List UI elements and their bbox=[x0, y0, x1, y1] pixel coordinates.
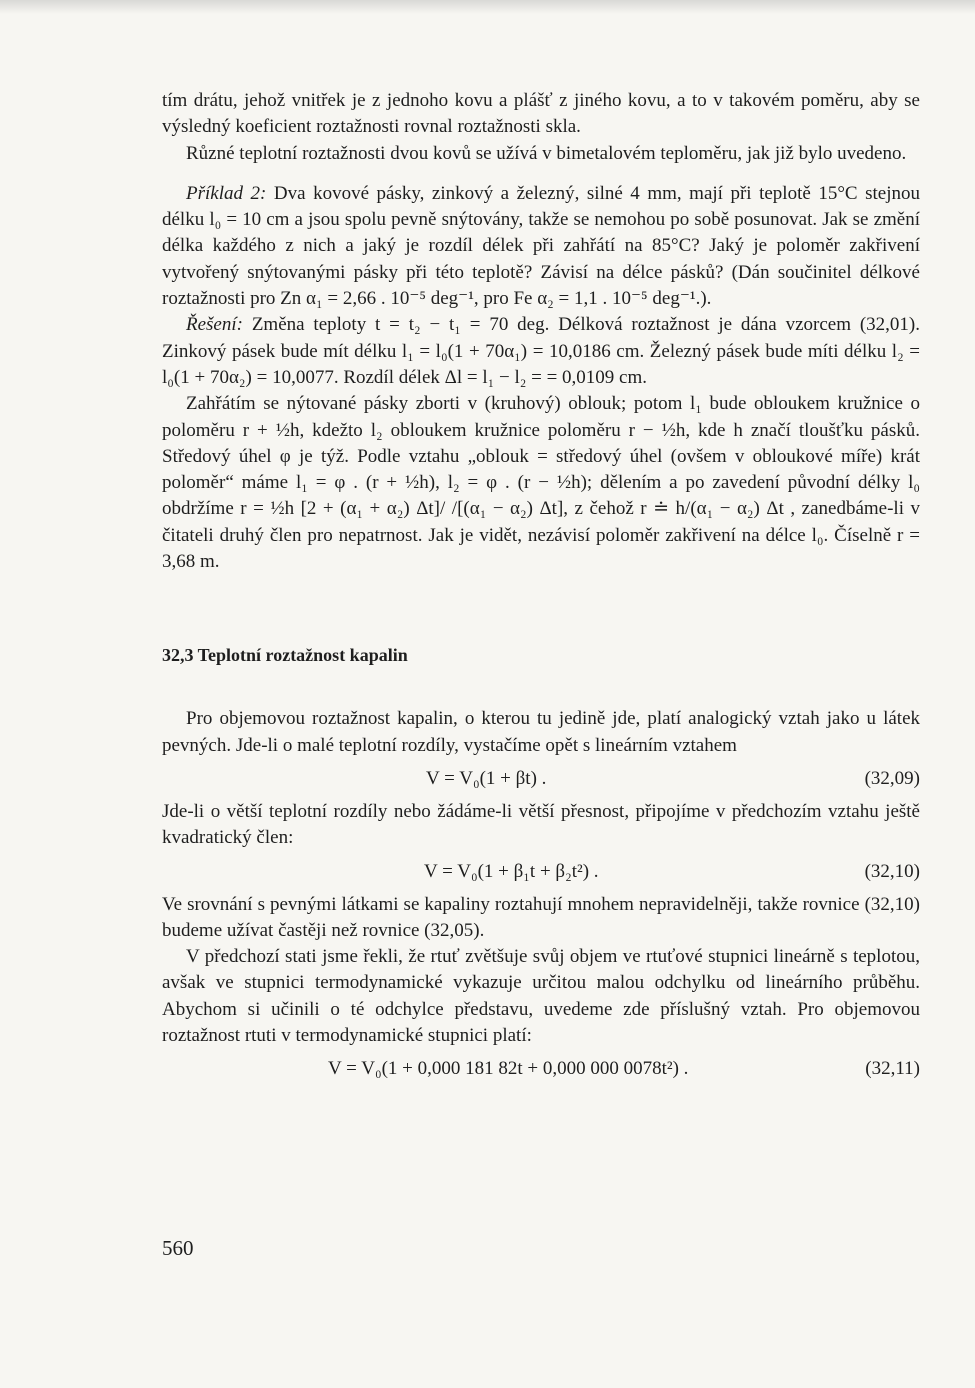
equation-expression: V = V₀(1 + β₁t + β₂t²) . bbox=[424, 860, 599, 882]
paragraph-compare: Ve srovnání s pevnými látkami se kapaliny roztahují mnohem nepravidelněji, takže rovnice (32,10) budeme užívat častěji než rovnice (32,05). bbox=[162, 893, 920, 941]
equation-number: (32,11) bbox=[865, 1058, 920, 1080]
page-number: 560 bbox=[162, 1236, 194, 1260]
solution bbox=[162, 312, 920, 391]
example-text: Dva kovové pásky, zinkový a železný, silné 4 mm, mají při teplotě 15°C stejnou délku l₀ = 10 cm a jsou spolu pevně snýtovány, takže se nemohou po sobě posunovat. Jak se změní délka každého z nich a jaký je rozdíl délek při zahřátí na 85°C? Jaký je poloměr zakřivení vytvořený snýtovanými pásky při této teplotě? Závisí na délce pásků? (Dán součinitel délkové roztažnosti pro Zn α₁ = 2,66 . 10⁻⁵ deg⁻¹, pro Fe α₂ = 1,1 . 10⁻⁵ deg⁻¹.). bbox=[162, 182, 921, 310]
equation-expression: V = V₀(1 + βt) . bbox=[426, 767, 547, 789]
equation-32-09 bbox=[162, 759, 920, 799]
equation-number: (32,09) bbox=[864, 767, 920, 789]
paragraph-glass-wire: tím drátu, jehož vnitřek je z jednoho kovu a plášť z jiného kovu, a to v takovém poměru, aby se výsledný koeficient roztažnosti rovnal roztažnosti skla. bbox=[162, 90, 920, 138]
page-body bbox=[162, 88, 920, 1089]
equation-expression: V = V₀(1 + 0,000 181 82t + 0,000 000 0078t²) . bbox=[328, 1058, 689, 1080]
scan-edge-shadow bbox=[0, 0, 975, 14]
paragraph-quadratic: Jde-li o větší teplotní rozdíly nebo žádáme-li větší přesnost, připojíme v předchozím vztahu ještě kvadratický člen: bbox=[162, 800, 920, 849]
paragraph-mercury: V předchozí stati jsme řekli, že rtuť zvětšuje svůj objem ve rtuťové stupnici lineárně s teplotou, avšak ve stupnici termodynamické vykazuje určitou malou odchylku od lineárního průběhu. Abychom si učinili o té odchylce představu, uvedeme zde příslušný vztah. Pro objemovou roztažnost rtuti v termodynamické stupnici platí: bbox=[162, 946, 920, 1047]
example-label: Příklad 2: bbox=[186, 182, 267, 204]
solution-label: Řešení: bbox=[186, 314, 243, 336]
equation-32-10 bbox=[162, 852, 920, 892]
solution-text: Změna teploty t = t₂ − t₁ = 70 deg. Délková roztažnost je dána vzorcem (32,01). Zinkový pásek bude mít délku l₁ = l₀(1 + 70α₁) = 10,0186 cm. Železný pásek bude míti délku l₂ = l₀(1 + 70α₂) = 10,0077. Rozdíl délek Δl = l₁ − l₂ = = 0,0109 cm. bbox=[162, 314, 920, 388]
equation-32-11 bbox=[162, 1049, 920, 1089]
paragraph-bimetal: Různé teplotní roztažnosti dvou kovů se užívá v bimetalovém teploměru, jak již bylo uvedeno. bbox=[186, 142, 907, 164]
section-heading: 32,3 Teplotní roztažnost kapalin bbox=[162, 645, 408, 666]
example-2 bbox=[162, 181, 920, 312]
equation-number: (32,10) bbox=[864, 860, 920, 882]
paragraph-curvature: Zahřátím se nýtované pásky zborti v (kruhový) oblouk; potom l₁ bude obloukem kružnice o poloměru r + ½h, kdežto l₂ obloukem kružnice poloměru r − ½h, kde h značí tloušťku pásků. Středový úhel φ je týž. Podle vztahu „oblouk = středový úhel (ovšem v obloukové míře) krát poloměr“ máme l₁ = φ . (r + ½h), l₂ = φ . (r − ½h); dělením a po zavedení původní délky l₀ obdržíme r = ½h [2 + (α₁ + α₂) Δt]/ /[(α₁ − α₂) Δt], z čehož r ≐ h/(α₁ − α₂) Δt , zanedbáme-li v čitateli druhý člen pro nepatrnost. Jak je vidět, nezávisí poloměr zakřivení na délce l₀. Číselně r = 3,68 m. bbox=[162, 393, 920, 573]
paragraph-liquids: Pro objemovou roztažnost kapalin, o kterou tu jedině jde, platí analogický vztah jako u látek pevných. Jde-li o malé teplotní rozdíly, vystačíme opět s lineárním vztahem bbox=[162, 708, 920, 756]
